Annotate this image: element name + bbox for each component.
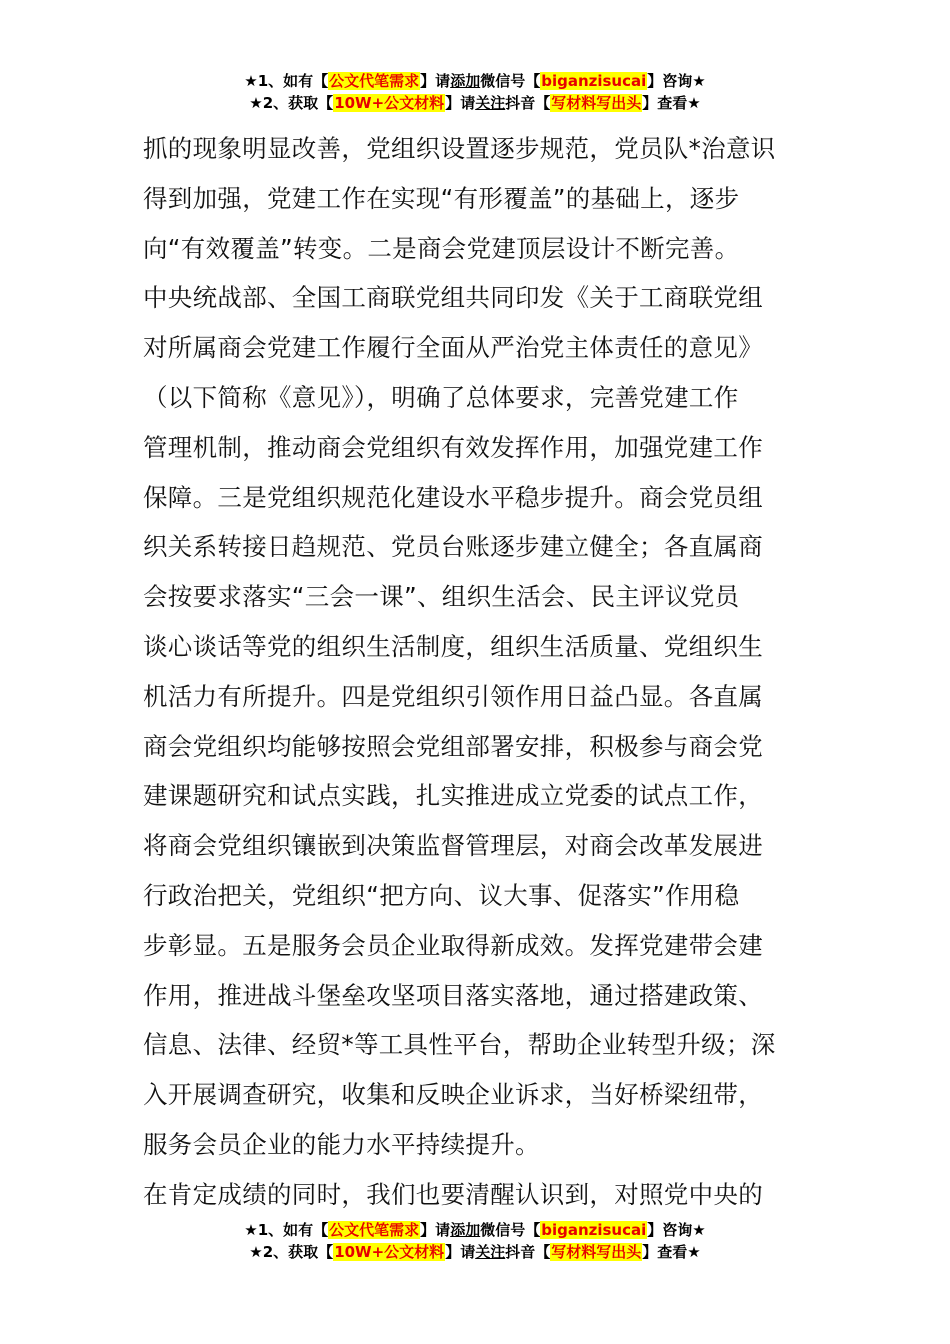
text-line: 步彰显。五是服务会员企业取得新成效。发挥党建带会建	[143, 930, 763, 960]
document-body	[143, 124, 808, 1220]
text-line: （以下简称《意见》），明确了总体要求，完善党建工作	[143, 382, 739, 412]
text-line: 机活力有所提升。四是党组织引领作用日益凸显。各直属	[143, 681, 763, 711]
banner-line-2: ★2、获取【10W+公文材料】请关注抖音【写材料写出头】查看★	[249, 94, 701, 112]
banner-line-1: ★1、如有【公文代笔需求】请添加微信号【biganzisucai】咨询★	[244, 72, 706, 90]
text-line: 保障。三是党组织规范化建设水平稳步提升。商会党员组	[143, 482, 763, 512]
text-line: 中央统战部、全国工商联党组共同印发《关于工商联党组	[143, 283, 763, 313]
text-line: 信息、法律、经贸*等工具性平台，帮助企业转型升级；深	[143, 1030, 776, 1060]
text-line: 作用，推进战斗堡垒攻坚项目落实落地，通过搭建政策、	[143, 980, 763, 1010]
text-line: 在肯定成绩的同时，我们也要清醒认识到，对照党中央的	[143, 1179, 763, 1209]
highlight-service: 公文代笔需求	[329, 1221, 420, 1239]
footer-banner	[0, 1219, 950, 1263]
text-line: 向“有效覆盖”转变。二是商会党建顶层设计不断完善。	[143, 233, 740, 263]
text-line: 谈心谈话等党的组织生活制度，组织生活质量、党组织生	[143, 631, 763, 661]
text-line: 会按要求落实“三会一课”、组织生活会、民主评议党员	[143, 582, 740, 612]
text-line: 对所属商会党建工作履行全面从严治党主体责任的意见》	[143, 333, 763, 363]
highlight-douyin-account: 写材料写出头	[551, 94, 642, 112]
banner-line-1: ★1、如有【公文代笔需求】请添加微信号【biganzisucai】咨询★	[244, 1221, 706, 1239]
text-line: 抓的现象明显改善，党组织设置逐步规范，党员队*治意识	[143, 134, 776, 163]
banner-line-2: ★2、获取【10W+公文材料】请关注抖音【写材料写出头】查看★	[249, 1243, 701, 1261]
text-line: 建课题研究和试点实践，扎实推进成立党委的试点工作，	[143, 781, 763, 811]
text-line: 织关系转接日趋规范、党员台账逐步建立健全；各直属商	[143, 532, 763, 562]
text-line: 商会党组织均能够按照会党组部署安排，积极参与商会党	[143, 731, 763, 761]
text-line: 将商会党组织镶嵌到决策监督管理层，对商会改革发展进	[143, 831, 763, 861]
highlight-wechat-id: biganzisucai	[541, 1221, 647, 1239]
text-line: 入开展调查研究，收集和反映企业诉求，当好桥梁纽带，	[143, 1080, 763, 1110]
highlight-materials: 10W+公文材料	[334, 1243, 445, 1261]
text-line: 得到加强，党建工作在实现“有形覆盖”的基础上，逐步	[143, 183, 740, 213]
text-line: 管理机制，推动商会党组织有效发挥作用，加强党建工作	[143, 432, 763, 462]
text-line: 服务会员企业的能力水平持续提升。	[143, 1129, 540, 1159]
highlight-wechat-id: biganzisucai	[541, 72, 647, 90]
highlight-service: 公文代笔需求	[329, 72, 420, 90]
text-line: 行政治把关，党组织“把方向、议大事、促落实”作用稳	[143, 880, 740, 910]
highlight-douyin-account: 写材料写出头	[551, 1243, 642, 1261]
highlight-materials: 10W+公文材料	[334, 94, 445, 112]
header-banner	[0, 70, 950, 114]
